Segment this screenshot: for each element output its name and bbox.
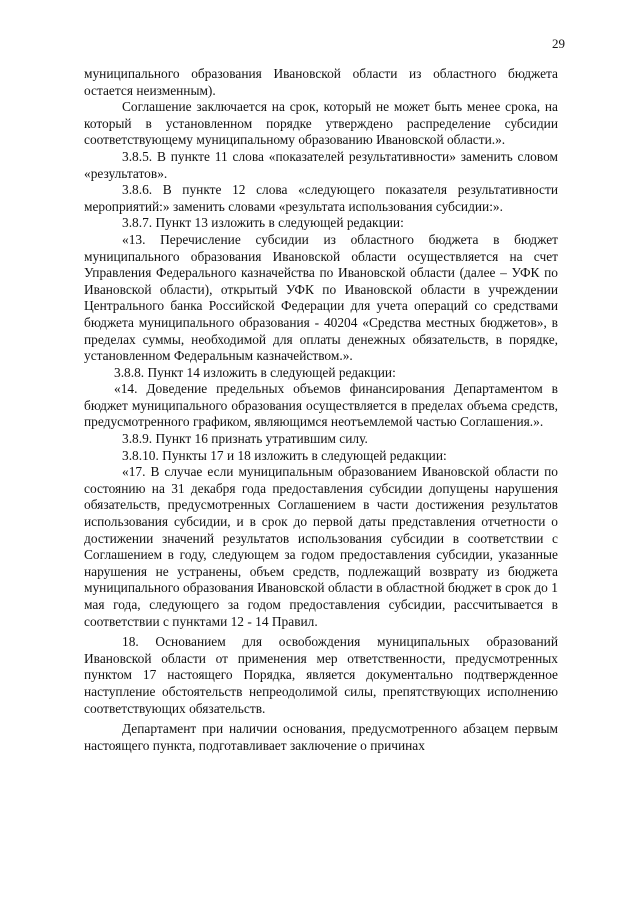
paragraph-item-17: «17. В случае если муниципальным образованием Ивановской области по состоянию на 31 декабря года предоставления субсидии допущены нарушения обязательств, предусмотренных Соглашением в части достижения результатов использования субсидии, и в срок до первой даты представления отчетности о достижении значений результатов использования субсидии в соответствии с Соглашением в году, следующем за годом предоставления субсидии, указанные нарушения не устранены, объем средств, подлежащий возврату из бюджета муниципального образования Ивановской области в областной бюджет в срок до 1 мая года, следующего за годом предоставления субсидии, рассчитывается в соответствии с пунктами 12 - 14 Правил.: [84, 464, 558, 629]
paragraph-department: Департамент при наличии основания, предусмотренного абзацем первым настоящего пункта, подготавливает заключение о причинах: [84, 721, 558, 753]
paragraph-item-13: «13. Перечисление субсидии из областного бюджета в бюджет муниципального образования Ивановской области осуществляется на счет Управления Федерального казначейства по Ивановской области (далее – УФК по Ивановской области), открытый УФК по Ивановской области в учреждении Центрального банка Российской Федерации для учета операций со средствами бюджета муниципального образования - 40204 «Средства местных бюджетов», в пределах суммы, необходимой для оплаты денежных обязательств, в порядке, установленном Федеральным казначейством.».: [84, 231, 558, 364]
paragraph-3-8-7: 3.8.7. Пункт 13 изложить в следующей редакции:: [122, 215, 404, 231]
paragraph-item-18: 18. Основанием для освобождения муниципальных образований Ивановской области от применения мер ответственности, предусмотренных пунктом 17 настоящего Порядка, является документально подтвержденное наступление обстоятельств непреодолимой силы, препятствующих исполнению соответствующих обязательств.: [84, 634, 558, 716]
page-number: 29: [552, 36, 565, 51]
paragraph-continuation: муниципального образования Ивановской области из областного бюджета остается неизменным).: [84, 66, 558, 98]
paragraph-3-8-5: 3.8.5. В пункте 11 слова «показателей результативности» заменить словом «результатов».: [84, 148, 558, 181]
paragraph-agreement-term: Соглашение заключается на срок, который не может быть менее срока, на который в установленном порядке утверждено распределение субсидии соответствующему муниципальному образованию Ивановской области.».: [84, 99, 558, 148]
document-body: [84, 66, 558, 754]
paragraph-3-8-9: 3.8.9. Пункт 16 признать утратившим силу.: [122, 431, 368, 447]
paragraph-3-8-6: 3.8.6. В пункте 12 слова «следующего показателя результативности мероприятий:» заменить словами «результата использования субсидии:».: [84, 182, 558, 214]
paragraph-item-14: «14. Доведение предельных объемов финансирования Департаментом в бюджет муниципального образования осуществляется в пределах объема средств, предусмотренного графиком, являющимся неотъемлемой частью Соглашения.».: [84, 381, 558, 430]
paragraph-3-8-10: 3.8.10. Пункты 17 и 18 изложить в следующей редакции:: [122, 447, 447, 463]
paragraph-3-8-8: 3.8.8. Пункт 14 изложить в следующей редакции:: [114, 364, 396, 380]
